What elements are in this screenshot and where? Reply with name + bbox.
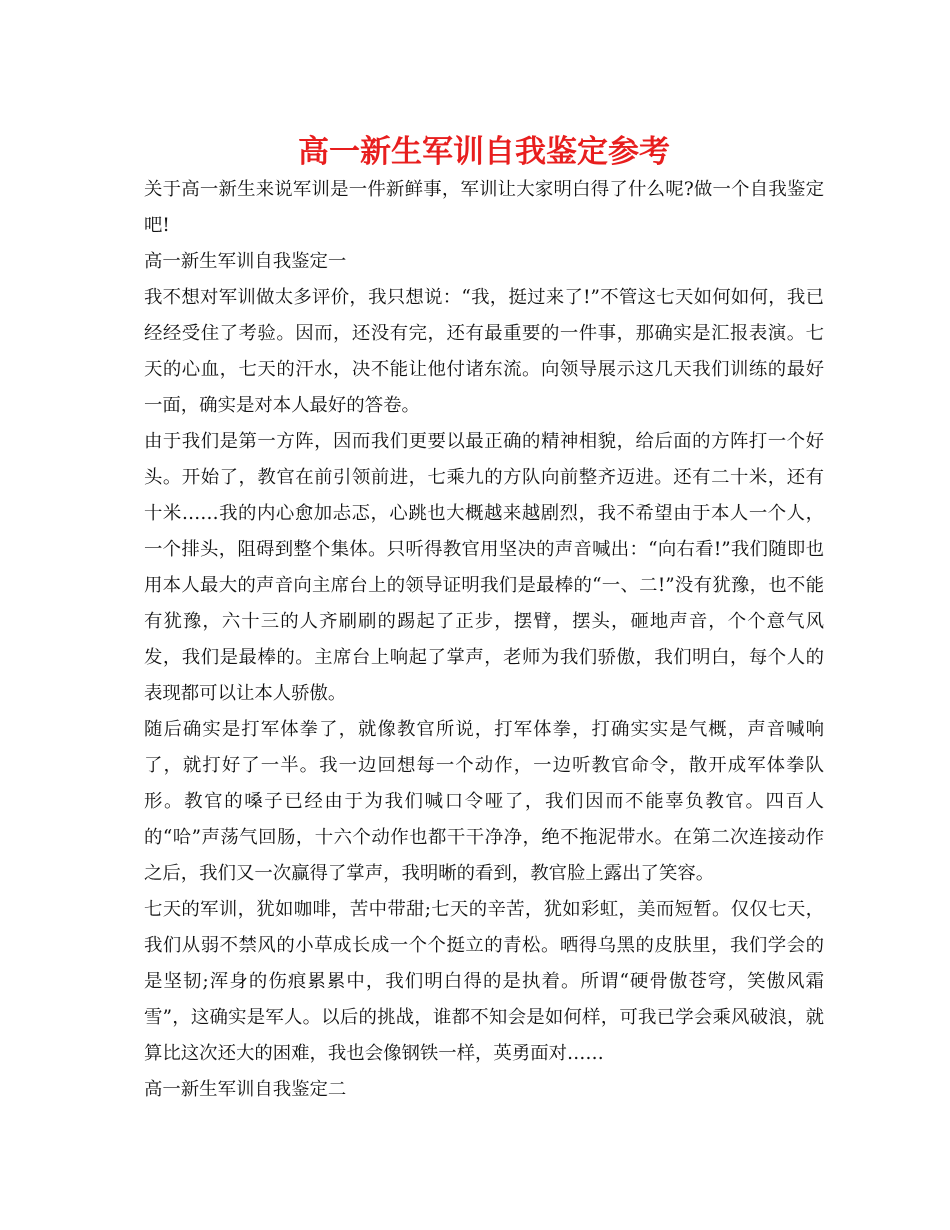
section-heading-1: 高一新生军训自我鉴定一 xyxy=(144,251,347,272)
body-paragraph-2: 由于我们是第一方阵，因而我们更要以最正确的精神相貌，给后面的方阵打一个好头。开始了，教官在前引领前进，七乘九的方队向前整齐迈进。还有二十米，还有十米……我的内心愈加忐忑，心跳也大概越来越剧烈，我不希望由于本人一个人，一个排头，阻碍到整个集体。只听得教官用坚决的声音喊出：“向右看!”我们随即也用本人最大的声音向主席台上的领导证明我们是最棒的“一、二!”没有犹豫，也不能有犹豫，六十三的人齐刷刷的踢起了正步，摆臂，摆头，砸地声音，个个意气风发，我们是最棒的。主席台上响起了掌声，老师为我们骄傲，我们明白，每个人的表现都可以让本人骄傲。 xyxy=(144,431,824,704)
section-heading-2: 高一新生军训自我鉴定二 xyxy=(144,1079,347,1100)
intro-paragraph: 关于高一新生来说军训是一件新鲜事，军训让大家明白得了什么呢?做一个自我鉴定吧! xyxy=(144,179,824,236)
document-title: 高一新生军训自我鉴定参考 xyxy=(298,134,670,170)
body-paragraph-1: 我不想对军训做太多评价，我只想说：“我，挺过来了!”不管这七天如何如何，我已经经受住了考验。因而，还没有完，还有最重要的一件事，那确实是汇报表演。七天的心血，七天的汗水，决不能让他付诸东流。向领导展示这几天我们训练的最好一面，确实是对本人最好的答卷。 xyxy=(144,287,824,416)
body-paragraph-4: 七天的军训，犹如咖啡，苦中带甜;七天的辛苦，犹如彩虹，美而短暂。仅仅七天，我们从弱不禁风的小草成长成一个个挺立的青松。晒得乌黑的皮肤里，我们学会的是坚韧;浑身的伤痕累累中，我们明白得的是执着。所谓“硬骨傲苍穹，笑傲风霜雪”，这确实是军人。以后的挑战，谁都不知会是如何样，可我已学会乘风破浪，就算比这次还大的困难，我也会像钢铁一样，英勇面对…… xyxy=(144,899,824,1064)
document-body xyxy=(144,172,824,1108)
body-paragraph-3: 随后确实是打军体拳了，就像教官所说，打军体拳，打确实实是气概，声音喊响了，就打好了一半。我一边回想每一个动作，一边听教官命令，散开成军体拳队形。教官的嗓子已经由于为我们喊口令哑了，我们因而不能辜负教官。四百人的“哈”声荡气回肠，十六个动作也都干干净净，绝不拖泥带水。在第二次连接动作之后，我们又一次赢得了掌声，我明晰的看到，教官脸上露出了笑容。 xyxy=(144,719,824,884)
